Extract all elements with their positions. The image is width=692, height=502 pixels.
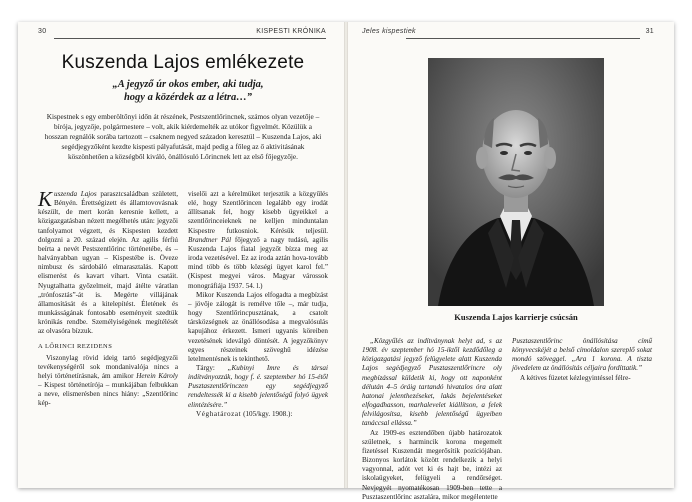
paragraph bbox=[188, 190, 328, 291]
paragraph-text: viselői azt a kérelmüket terjesztik a közgyűlés elé, hogy Szentlőrincen legalább egy irodát állítsanak fel, hogy kisebb ügyeikkel a szentlőrinceieknek ne kelljen minduntalan Kispestre futkosniok. Kérésük teljesül. bbox=[188, 190, 328, 235]
paragraph: A kétives füzetet kézlegyintéssel félre- bbox=[520, 373, 631, 382]
paragraph: Mikor Kuszenda Lajos elfogadta a megbízást – jövője zálogát is remélve tőle –, már tudja, hogy Szentlőrincpusztának, a csatolt társközségnek az önállósodása a megvalósulás kapujához érkezett. Ismeri ugyanis köreiben vezetésének ideválgó döntését. A jegyzőkönyv egyes részeinek szöveghű idézése letelmentésnek is tekinthető. bbox=[188, 290, 328, 363]
person-name: uszenda Lajos bbox=[54, 190, 97, 198]
paragraph bbox=[188, 410, 328, 419]
paragraph bbox=[512, 337, 652, 374]
running-head-rule bbox=[54, 38, 326, 39]
quoted-text: „Közgyűlés az indítványnak helyt ad, s az 1908. év szeptember hó 15-iktől kezdődőleg a közigazgatási jegyző felügyelete alatt Kuszenda Lajos segédjegyző Pusztaszentlőrincre oly megbízással küldetik ki, hogy ott naponként délután 4–5 óráig tartandó hivatalos óra alatt hatonai jelenthezéseket, lakás bejelentéseket elfogadhasson, marhalevelet kiállítson, a felek felvilágosítsa, kisebb jelentőségű ügyeiben tanáccsal ellássa.” bbox=[362, 337, 502, 428]
subtitle-line-1: „A jegyző úr okos ember, aki tudja, bbox=[112, 79, 264, 90]
left-running-title: KISPESTI KRÓNIKA bbox=[256, 28, 326, 35]
paragraph-text: – Kispest történetírója – munkájában felbukkan a neve, elismerésben nincs hiány: „Szentlőrinc kép- bbox=[38, 381, 178, 408]
paragraph bbox=[38, 187, 179, 337]
left-column-1 bbox=[38, 187, 179, 409]
left-column-2 bbox=[188, 190, 328, 419]
right-running-title: Jeles kispestiek bbox=[362, 28, 416, 35]
right-running-head bbox=[362, 28, 654, 40]
paragraph-text: parasztcsaládban született, Bényén. Érettségizett és államtovovásnak készült, de mert korán keresnie kellett, a közigazgatásban nézett megélhetés után: jegyzői tanfolyamot végzett, és Kispesten kezdett dolgozni a 20. század elején. Az agilis férfiú beírta a nevét Pestszentlőrinc történetébe, és – halványabban ugyan – Kispestébe is. Öveze nimbusz és sárdobáló elmarasztalás. Kapott elismerést és kavart vihart. Vinta csatáit. Nyugtalhatta győzelmeit, majd átélte váratlan „trónfosztás”-át is. Megérte villájának államosítását és a kitelepítést. Életének és munkásságának fontosabb eseményeit szedtük krónikás rendbe. Személyiségének megítélését az olvasóra bízzuk. bbox=[38, 190, 179, 336]
photo-caption: Kuszenda Lajos karrierje csúcsán bbox=[454, 312, 578, 322]
paragraph bbox=[38, 354, 178, 409]
portrait-photo bbox=[428, 58, 604, 306]
person-name: Brandtner Pál bbox=[188, 235, 232, 244]
right-column-1 bbox=[362, 337, 502, 502]
left-page-number: 30 bbox=[38, 28, 47, 35]
quoted-text: „Ara 1 korona. A tiszta jövedelem az önállósítás céljaira fordíttatik.” bbox=[512, 355, 652, 373]
paragraph-text: Viszonylag rövid ideig tartó segédjegyzői tevékenységéről sok mondanivalója nincs a helyi történetírásnak, ám amikor bbox=[38, 353, 178, 380]
article-lead: Kispestnek s egy emberöltőnyi időn át részének, Pestszentlőrincnek, számos olyan vezetője – bírója, jegyzője, polgármestere – volt, akik kiérdemelték az utókor figyelmét. Közülük a hosszan regnálók sorába tartozott – csaknem negyed századon keresztül – Kuszenda Lajos, aki segédjegyzőként kezdte kispesti pályafutását, majd pedig a főleg az ő aktivitásának köszönhetően a községből kiváló, önállósuló Lőrincnek lett az első főjegyzője. bbox=[44, 112, 322, 161]
drop-cap: K bbox=[38, 187, 53, 211]
article-title: Kuszenda Lajos emlékezete bbox=[61, 52, 305, 73]
right-page-number: 31 bbox=[645, 28, 654, 35]
paragraph-text: (105/kgy. 1908.): bbox=[243, 409, 293, 418]
running-head-rule bbox=[406, 38, 640, 39]
paragraph-text: főjegyző a nagy tudású, agilis Kuszenda Lajos fiatal jegyzőt bízza meg az iroda vezetésével. Ez az iroda aztán hova-tovább mind több és több községi ügyet karol fel.” (Kispest megyei város. Magyar várossok monográfiája 1937. 54. l.) bbox=[188, 235, 328, 290]
subtitle-line-2: hogy a közérdek az a létra…” bbox=[123, 92, 253, 103]
paragraph: Az 1909-es esztendőben újabb határozatok születnek, s harmincik korona megemelt fizetéssel Kuszendát megerősítik pozíciójában. Bizonyos korlátok között rendelkezik a helyi vagyonnal, adót vet ki és hajt be, intézi az iskolaügyeket, felügyeli a rendőrséget. Nevjegyét nyomatékosan 1909-ben tette a Pusztaszentlőrinc asztalára, mikor megélentette bbox=[362, 428, 502, 501]
paragraph-label: Véghatározat bbox=[196, 409, 242, 418]
left-running-head bbox=[38, 28, 326, 40]
right-page bbox=[348, 22, 674, 501]
portrait-illustration bbox=[428, 58, 604, 306]
article-subtitle bbox=[58, 78, 318, 104]
section-heading: A LŐRINCI REZIDENS bbox=[38, 342, 113, 350]
paragraph-label: Tárgy: bbox=[196, 363, 215, 372]
book-title: Pusztaszentlőrinc önállósítása című könyvecskéjét a belső címoldalon szereplő sokat mondó szöveggel. bbox=[512, 337, 652, 364]
person-name: Herein Károly bbox=[136, 371, 179, 380]
right-column-2 bbox=[512, 337, 652, 383]
left-page bbox=[18, 22, 344, 488]
paragraph bbox=[188, 364, 328, 410]
book-spread bbox=[18, 22, 674, 501]
quoted-text: „Kubinyi Imre és társai indítványozzák, hogy f. é. szeptember hó 15-étől Pusztaszentlőrinczen egy segédjegyző rendeltessék ki a kisebb jelentőségű folyó ügyek elintézésére.” bbox=[188, 363, 328, 409]
